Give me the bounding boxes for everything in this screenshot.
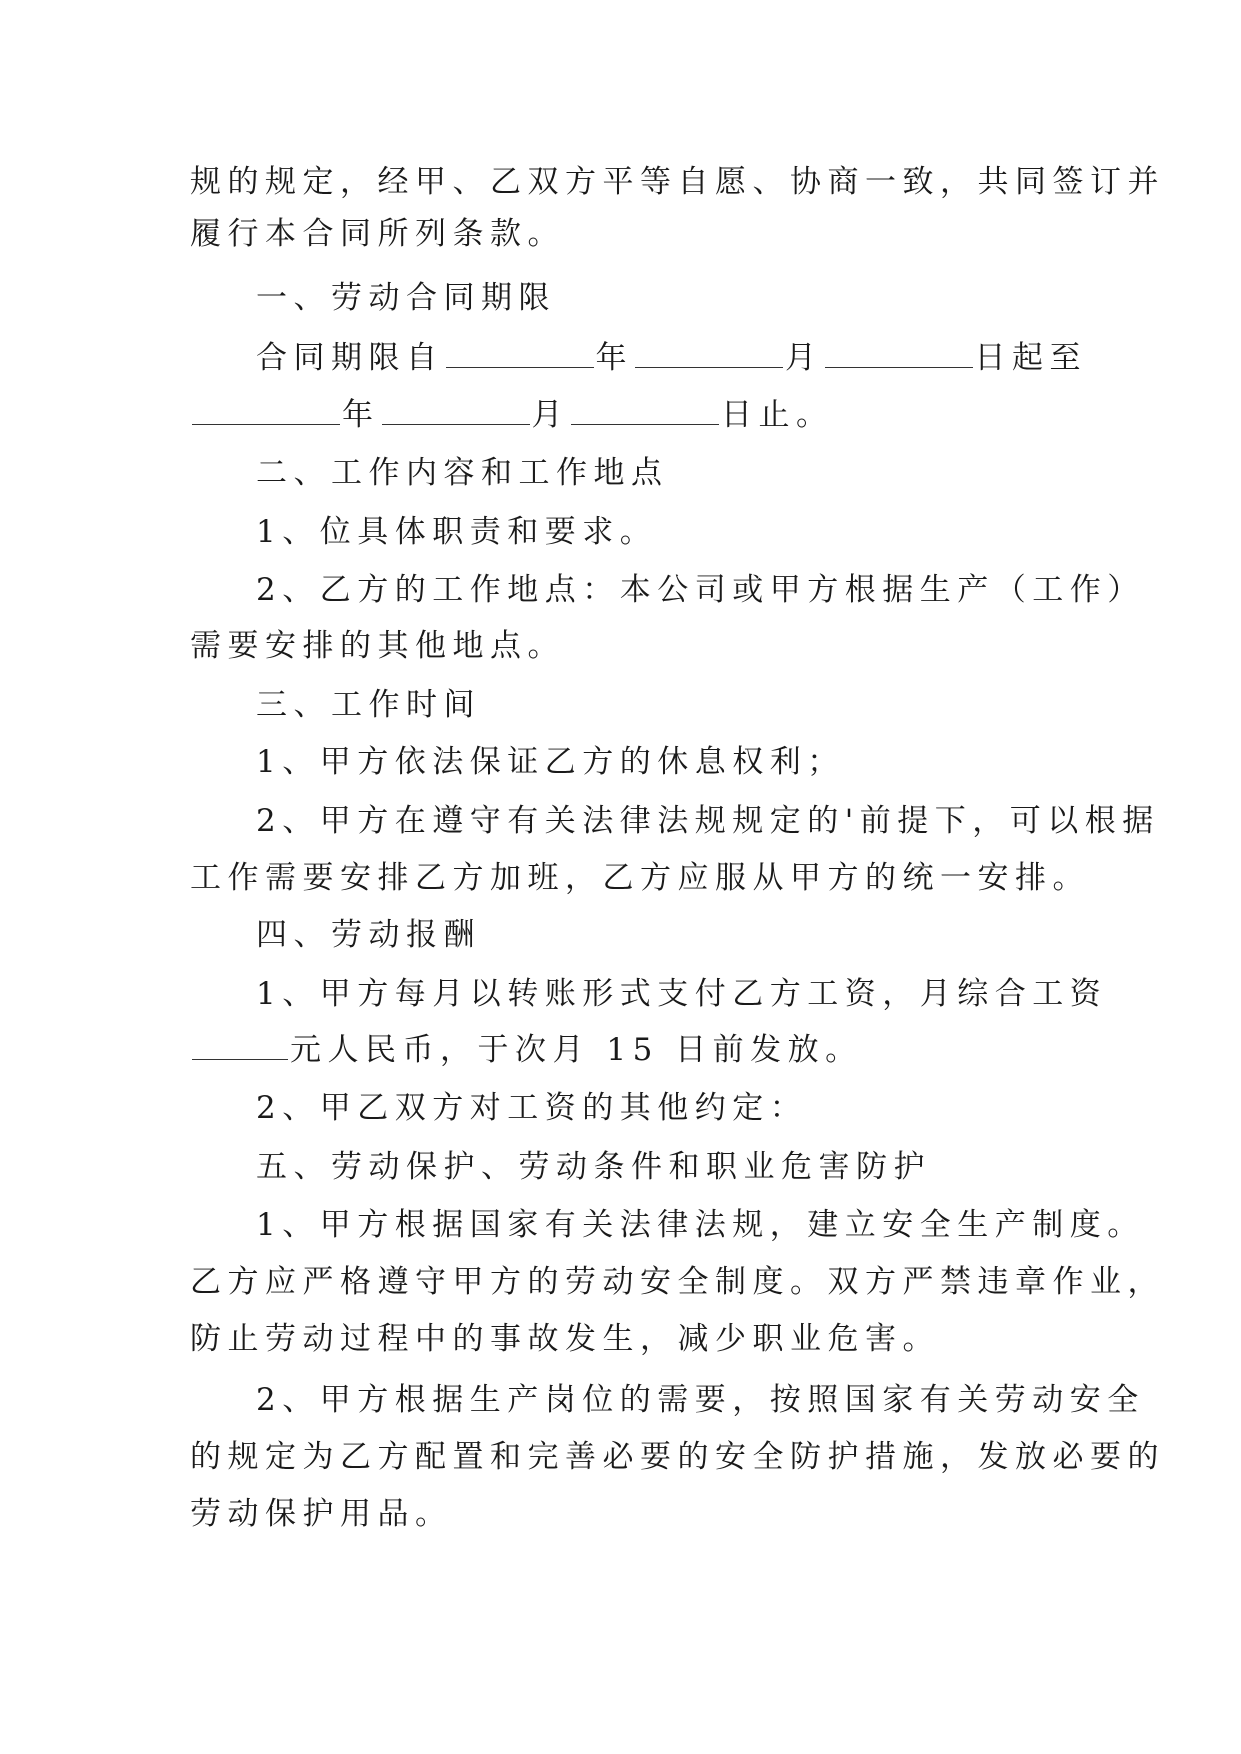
text-line: 2、甲方在遵守有关法律法规规定的'前提下，可以根据 bbox=[256, 803, 1160, 839]
term-month-label: 月 bbox=[785, 340, 823, 376]
section-heading: 一、劳动合同期限 bbox=[256, 280, 556, 316]
section-heading: 四、劳动报酬 bbox=[256, 917, 481, 953]
text-line: 乙方应严格遵守甲方的劳动安全制度。双方严禁违章作业， bbox=[190, 1264, 1165, 1300]
section-heading: 五、劳动保护、劳动条件和职业危害防护 bbox=[256, 1149, 931, 1185]
text-line: 1、甲方依法保证乙方的休息权利； bbox=[256, 744, 845, 780]
blank-month-start bbox=[635, 339, 783, 368]
blank-day-end bbox=[571, 396, 719, 425]
text-line: 防止劳动过程中的事故发生，减少职业危害。 bbox=[190, 1321, 940, 1357]
salary-line bbox=[190, 1030, 1060, 1070]
text-line: 规的规定，经甲、乙双方平等自愿、协商一致，共同签订并 bbox=[190, 164, 1165, 200]
text-line: 需要安排的其他地点。 bbox=[190, 628, 565, 664]
text-line: 2、甲乙双方对工资的其他约定： bbox=[256, 1090, 808, 1126]
text-line: 工作需要安排乙方加班，乙方应服从甲方的统一安排。 bbox=[190, 860, 1090, 896]
text-line: 1、位具体职责和要求。 bbox=[256, 514, 658, 550]
text-line: 履行本合同所列条款。 bbox=[190, 216, 565, 252]
blank-year-start bbox=[446, 339, 594, 368]
section-heading: 二、工作内容和工作地点 bbox=[256, 455, 669, 491]
text-line: 1、甲方每月以转账形式支付乙方工资，月综合工资 bbox=[256, 976, 1108, 1012]
text-line: 2、甲方根据生产岗位的需要，按照国家有关劳动安全 bbox=[256, 1382, 1145, 1418]
term-end-month-label: 月 bbox=[531, 397, 569, 433]
term-prefix: 合同期限自 bbox=[256, 340, 444, 376]
text-line: 的规定为乙方配置和完善必要的安全防护措施，发放必要的 bbox=[190, 1439, 1165, 1475]
text-line: 1、甲方根据国家有关法律法规，建立安全生产制度。 bbox=[256, 1207, 1145, 1243]
section-heading: 三、工作时间 bbox=[256, 687, 481, 723]
contract-term-line bbox=[256, 338, 1087, 378]
blank-year-end bbox=[192, 396, 340, 425]
text-line: 2、乙方的工作地点：本公司或甲方根据生产（工作） bbox=[256, 572, 1145, 608]
term-year-label: 年 bbox=[595, 340, 633, 376]
term-end-suffix: 日止。 bbox=[721, 397, 834, 433]
blank-salary-amount bbox=[192, 1031, 288, 1060]
term-suffix: 日起至 bbox=[974, 340, 1087, 376]
salary-text: 元人民币，于次月 15 日前发放。 bbox=[290, 1032, 863, 1068]
blank-month-end bbox=[382, 396, 530, 425]
term-end-year-label: 年 bbox=[342, 397, 380, 433]
text-line: 劳动保护用品。 bbox=[190, 1496, 453, 1532]
contract-term-end-line bbox=[190, 395, 1060, 435]
blank-day-start bbox=[825, 339, 973, 368]
